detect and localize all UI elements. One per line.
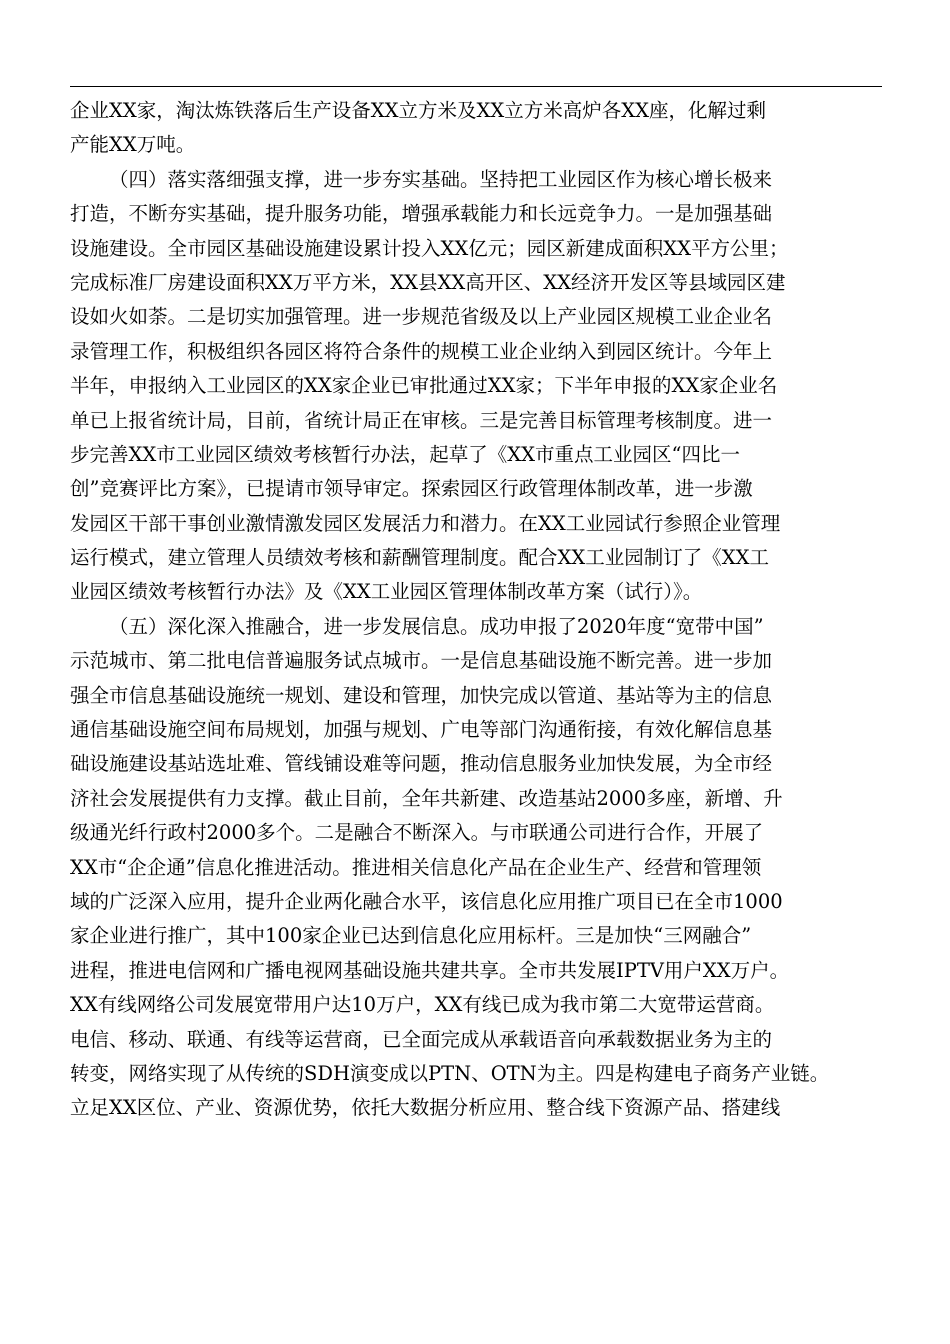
- text-line: 打造，不断夯实基础，提升服务功能，增强承载能力和长远竞争力。一是加强基础: [70, 202, 773, 226]
- text-line: 示范城市、第二批电信普遍服务试点城市。一是信息基础设施不断完善。进一步加: [70, 649, 773, 673]
- text-line: 产能XX万吨。: [70, 133, 196, 157]
- header-rule: [70, 86, 882, 87]
- document-body: [70, 94, 882, 1126]
- text-line: 运行模式，建立管理人员绩效考核和薪酬管理制度。配合XX工业园制订了《XX工: [70, 546, 770, 570]
- text-line: XX有线网络公司发展宽带用户达10万户，XX有线已成为我市第二大宽带运营商。: [70, 993, 775, 1017]
- text-line: 录管理工作，积极组织各园区将符合条件的规模工业企业纳入到园区统计。今年上: [70, 339, 773, 363]
- text-line: 级通光纤行政村2000多个。二是融合不断深入。与市联通公司进行合作，开展了: [70, 821, 764, 845]
- text-line: 通信基础设施空间布局规划，加强与规划、广电等部门沟通衔接，有效化解信息基: [70, 718, 773, 742]
- paragraph-start-line: （四）落实落细强支撑，进一步夯实基础。坚持把工业园区作为核心增长极来: [109, 167, 773, 191]
- text-line: 转变，网络实现了从传统的SDH演变成以PTN、OTN为主。四是构建电子商务产业链。: [70, 1061, 830, 1085]
- text-line: 步完善XX市工业园区绩效考核暂行办法，起草了《XX市重点工业园区“四比一: [70, 442, 740, 466]
- text-line: 设施建设。全市园区基础设施建设累计投入XX亿元；园区新建成面积XX平方公里；: [70, 236, 789, 260]
- text-line: 立足XX区位、产业、资源优势，依托大数据分析应用、整合线下资源产品、搭建线: [70, 1096, 781, 1120]
- text-line: 域的广泛深入应用，提升企业两化融合水平，该信息化应用推广项目已在全市1000: [70, 889, 783, 913]
- text-line: 业园区绩效考核暂行办法》及《XX工业园区管理体制改革方案（试行）》。: [70, 580, 703, 604]
- text-line: 半年，申报纳入工业园区的XX家企业已审批通过XX家；下半年申报的XX家企业名: [70, 374, 778, 398]
- text-line: 设如火如荼。二是切实加强管理。进一步规范省级及以上产业园区规模工业企业名: [70, 305, 773, 329]
- text-line: 进程，推进电信网和广播电视网基础设施共建共享。全市共发展IPTV用户XX万户。: [70, 958, 790, 982]
- text-line: 完成标准厂房建设面积XX万平方米，XX县XX高开区、XX经济开发区等县域园区建: [70, 270, 786, 294]
- text-line: 单已上报省统计局，目前，省统计局正在审核。三是完善目标管理考核制度。进一: [70, 408, 773, 432]
- text-line: XX市“企企通”信息化推进活动。推进相关信息化产品在企业生产、经营和管理领: [70, 855, 762, 879]
- text-line: 家企业进行推广，其中100家企业已达到信息化应用标杆。三是加快“三网融合”: [70, 924, 752, 948]
- text-line: 发园区干部干事创业激情激发园区发展活力和潜力。在XX工业园试行参照企业管理: [70, 511, 781, 535]
- text-line: 强全市信息基础设施统一规划、建设和管理，加快完成以管道、基站等为主的信息: [70, 683, 773, 707]
- paragraph-start-line: （五）深化深入推融合，进一步发展信息。成功申报了2020年度“宽带中国”: [109, 614, 764, 638]
- text-line: 础设施建设基站选址难、管线铺设难等问题，推动信息服务业加快发展，为全市经: [70, 752, 773, 776]
- text-line: 创”竞赛评比方案》，已提请市领导审定。探索园区行政管理体制改革，进一步激: [70, 477, 753, 501]
- text-line: 企业XX家，淘汰炼铁落后生产设备XX立方米及XX立方米高炉各XX座，化解过剩: [70, 99, 767, 122]
- text-line: 电信、移动、联通、有线等运营商，已全面完成从承载语音向承载数据业务为主的: [70, 1027, 773, 1051]
- text-line: 济社会发展提供有力支撑。截止目前，全年共新建、改造基站2000多座，新增、升: [70, 786, 783, 810]
